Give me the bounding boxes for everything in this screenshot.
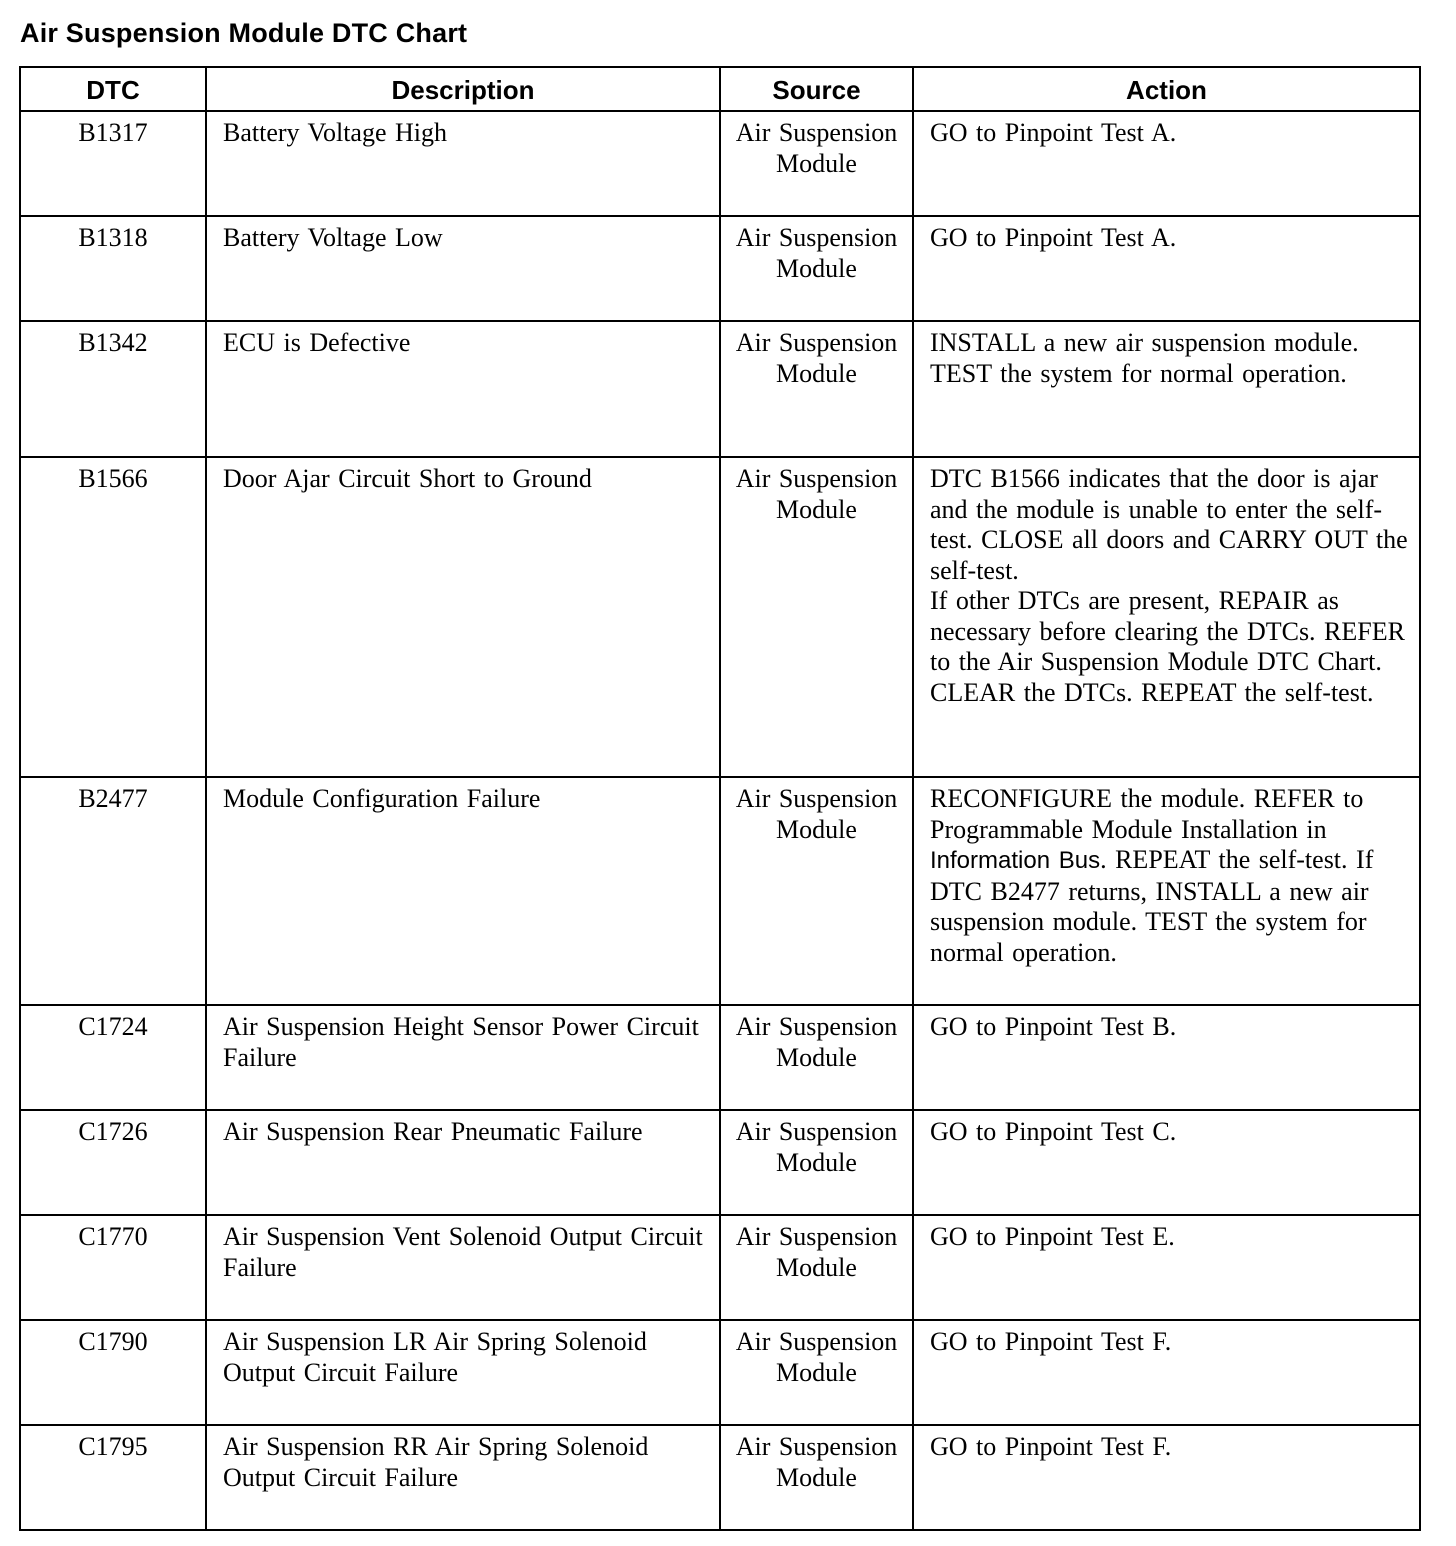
column-header-action: Action [913,67,1420,111]
dtc-code-cell: C1795 [20,1425,206,1530]
dtc-code-cell: B2477 [20,777,206,1005]
table-row [20,457,1420,777]
table-row [20,111,1420,216]
action-cell [913,216,1420,321]
dtc-code-cell: C1790 [20,1320,206,1425]
action-text: GO to Pinpoint Test A. [930,223,1177,252]
action-text: GO to Pinpoint Test F. [930,1327,1172,1356]
dtc-table [19,66,1421,1531]
dtc-code-cell: B1342 [20,321,206,457]
source-cell: Air Suspension Module [720,1320,913,1425]
source-cell: Air Suspension Module [720,1425,913,1530]
action-text: GO to Pinpoint Test F. [930,1432,1172,1461]
table-row [20,321,1420,457]
source-cell: Air Suspension Module [720,1215,913,1320]
source-cell: Air Suspension Module [720,321,913,457]
column-header-source: Source [720,67,913,111]
action-text: GO to Pinpoint Test A. [930,118,1177,147]
table-row [20,1005,1420,1110]
dtc-code-cell: B1566 [20,457,206,777]
dtc-code-cell: C1770 [20,1215,206,1320]
table-row [20,1425,1420,1530]
description-cell: Door Ajar Circuit Short to Ground [206,457,720,777]
action-cell [913,321,1420,457]
table-row [20,216,1420,321]
table-row [20,1110,1420,1215]
source-cell: Air Suspension Module [720,1005,913,1110]
dtc-code-cell: B1317 [20,111,206,216]
action-text: CLEAR the DTCs. REPEAT the self-test. [930,677,1374,707]
action-text: If other DTCs are present, REPAIR as necessary before clearing the DTCs. REFER to the Air Suspension Module DTC Chart. [930,586,1405,676]
action-cell [913,457,1420,777]
source-cell: Air Suspension Module [720,1110,913,1215]
source-cell: Air Suspension Module [720,216,913,321]
column-header-description: Description [206,67,720,111]
action-text: RECONFIGURE the module. REFER to Programmable Module Installation in [930,784,1364,844]
table-row [20,777,1420,1005]
action-text: INSTALL a new air suspension module. TEST the system for normal operation. [930,328,1359,388]
source-cell: Air Suspension Module [720,111,913,216]
dtc-code-cell: B1318 [20,216,206,321]
table-body [20,111,1420,1530]
page-title: Air Suspension Module DTC Chart [20,18,468,48]
manual-section-reference: Information Bus [930,847,1101,874]
description-cell: Air Suspension Height Sensor Power Circuit Failure [206,1005,720,1110]
description-cell: Air Suspension Vent Solenoid Output Circuit Failure [206,1215,720,1320]
column-header-dtc: DTC [20,67,206,111]
action-text: GO to Pinpoint Test B. [930,1012,1177,1041]
dtc-code-cell: C1724 [20,1005,206,1110]
action-cell [913,111,1420,216]
action-text: GO to Pinpoint Test E. [930,1222,1175,1251]
action-cell [913,777,1420,1005]
source-cell: Air Suspension Module [720,777,913,1005]
description-cell: Battery Voltage High [206,111,720,216]
action-text: GO to Pinpoint Test C. [930,1117,1177,1146]
description-cell: Battery Voltage Low [206,216,720,321]
description-cell: Module Configuration Failure [206,777,720,1005]
action-cell [913,1215,1420,1320]
action-cell [913,1425,1420,1530]
action-text: DTC B1566 indicates that the door is ajar and the module is unable to enter the self-test. CLOSE all doors and CARRY OUT the self-test. [930,464,1408,585]
action-text: . REPEAT the self-test. If DTC B2477 returns, INSTALL a new air suspension module. TEST the system for normal operation. [930,845,1374,967]
description-cell: Air Suspension RR Air Spring Solenoid Output Circuit Failure [206,1425,720,1530]
header-row [20,67,1420,111]
table-row [20,1320,1420,1425]
source-cell: Air Suspension Module [720,457,913,777]
description-cell: Air Suspension LR Air Spring Solenoid Output Circuit Failure [206,1320,720,1425]
action-cell [913,1320,1420,1425]
description-cell: Air Suspension Rear Pneumatic Failure [206,1110,720,1215]
table-header [20,67,1420,111]
description-cell: ECU is Defective [206,321,720,457]
table-row [20,1215,1420,1320]
action-cell [913,1005,1420,1110]
action-cell [913,1110,1420,1215]
dtc-code-cell: C1726 [20,1110,206,1215]
